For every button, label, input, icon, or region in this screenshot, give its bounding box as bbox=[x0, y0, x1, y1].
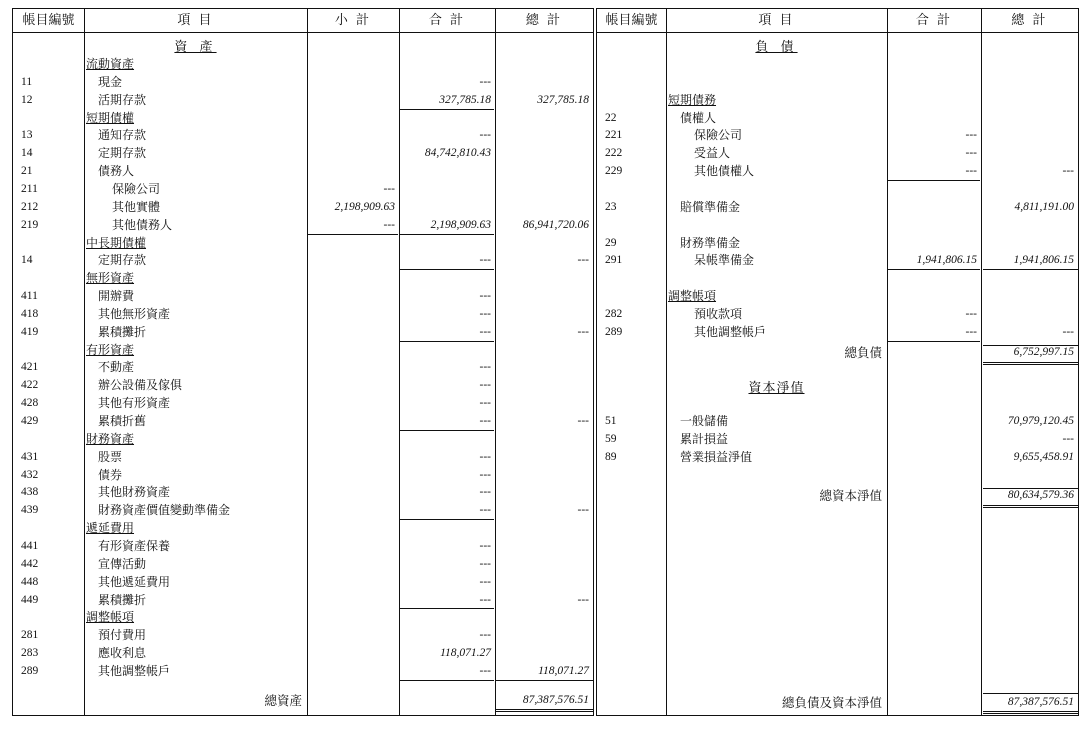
grand-total-value: 327,785.18 bbox=[537, 93, 589, 106]
account-code: 422 bbox=[21, 379, 39, 392]
rule bbox=[400, 680, 494, 681]
header-item: 項 目 bbox=[758, 13, 795, 28]
account-name: 預收款項 bbox=[694, 306, 743, 321]
rule bbox=[983, 488, 1078, 489]
header-total: 合 計 bbox=[428, 13, 466, 28]
rule bbox=[983, 693, 1078, 694]
account-name: 其他實體 bbox=[112, 199, 161, 214]
account-code: 291 bbox=[605, 254, 623, 267]
grand-total-value: --- bbox=[577, 504, 589, 517]
column-divider bbox=[887, 9, 888, 715]
category-label: 調整帳項 bbox=[668, 289, 717, 304]
total-value: --- bbox=[479, 129, 491, 142]
category-label: 有形資產 bbox=[86, 342, 135, 357]
account-code: 12 bbox=[21, 93, 33, 106]
rule bbox=[400, 234, 494, 235]
assets-section-title: 資 產 bbox=[174, 40, 217, 55]
account-code: 419 bbox=[21, 325, 39, 338]
account-name: 不動產 bbox=[98, 360, 135, 375]
account-code: 221 bbox=[605, 129, 623, 142]
account-code: 29 bbox=[605, 236, 617, 249]
category-label: 短期債務 bbox=[668, 92, 717, 107]
rule bbox=[888, 341, 980, 342]
grand-total-value: 9,655,458.91 bbox=[1013, 450, 1074, 463]
header-divider bbox=[13, 32, 593, 33]
account-name: 其他遞延費用 bbox=[98, 574, 171, 589]
account-name: 現金 bbox=[98, 74, 123, 89]
total-value: --- bbox=[479, 450, 491, 463]
account-name: 其他債權人 bbox=[694, 164, 755, 179]
total-value: --- bbox=[479, 486, 491, 499]
account-code: 429 bbox=[21, 415, 39, 427]
account-code: 283 bbox=[21, 647, 39, 660]
double-underline bbox=[496, 709, 593, 712]
rule bbox=[400, 430, 494, 431]
rule bbox=[496, 680, 593, 681]
total-value: --- bbox=[479, 629, 491, 642]
account-name: 定期存款 bbox=[98, 146, 147, 161]
total-value: --- bbox=[965, 129, 977, 142]
grand-total-value: --- bbox=[1062, 165, 1074, 178]
header-item: 項 目 bbox=[177, 13, 214, 28]
total-liabilities-label: 總負債 bbox=[844, 345, 882, 360]
account-code: 431 bbox=[21, 450, 39, 463]
total-value: --- bbox=[479, 575, 491, 588]
rule bbox=[983, 345, 1078, 346]
column-divider bbox=[84, 9, 85, 715]
account-code: 89 bbox=[605, 450, 617, 463]
account-name: 保險公司 bbox=[694, 128, 743, 143]
rule bbox=[400, 608, 494, 609]
account-name: 財務資產價值變動準備金 bbox=[98, 503, 231, 518]
account-code: 289 bbox=[605, 325, 623, 338]
account-name: 債權人 bbox=[680, 110, 717, 125]
account-name: 債券 bbox=[98, 467, 123, 482]
total-equity-label: 總資本淨值 bbox=[819, 488, 882, 503]
subtotal-value: --- bbox=[383, 182, 395, 195]
account-code: 448 bbox=[21, 575, 39, 588]
account-code: 14 bbox=[21, 254, 33, 267]
category-label: 無形資產 bbox=[86, 271, 135, 286]
total-value: --- bbox=[479, 361, 491, 374]
account-code: 22 bbox=[605, 111, 617, 124]
account-code: 222 bbox=[605, 147, 623, 160]
account-code: 442 bbox=[21, 557, 39, 570]
account-code: 449 bbox=[21, 593, 39, 606]
account-code: 438 bbox=[21, 486, 39, 499]
total-value: --- bbox=[479, 254, 491, 267]
account-code: 13 bbox=[21, 129, 33, 142]
total-value: --- bbox=[479, 290, 491, 303]
account-code: 441 bbox=[21, 539, 39, 552]
total-value: --- bbox=[479, 468, 491, 481]
account-name: 賠償準備金 bbox=[680, 199, 741, 214]
total-value: --- bbox=[479, 325, 491, 338]
assets-panel bbox=[12, 8, 594, 716]
grand-total-value: --- bbox=[1062, 325, 1074, 338]
account-code: 21 bbox=[21, 165, 33, 178]
equity-section-title: 資本淨值 bbox=[748, 381, 805, 396]
account-code: 418 bbox=[21, 307, 39, 320]
column-divider bbox=[307, 9, 308, 715]
header-grand-total: 總 計 bbox=[1011, 13, 1048, 28]
rule bbox=[888, 180, 980, 181]
rule bbox=[400, 109, 494, 110]
account-code: 211 bbox=[21, 182, 38, 195]
account-name: 宣傳活動 bbox=[98, 556, 147, 571]
total-value: --- bbox=[965, 307, 977, 320]
account-name: 財務準備金 bbox=[680, 235, 741, 250]
total-value: 118,071.27 bbox=[440, 647, 491, 660]
total-value: --- bbox=[965, 147, 977, 160]
account-code: 11 bbox=[21, 75, 33, 88]
total-value: 2,198,909.63 bbox=[430, 218, 491, 231]
account-name: 通知存款 bbox=[98, 128, 147, 143]
header-grand-total: 總 計 bbox=[525, 13, 563, 28]
header-code: 帳目編號 bbox=[22, 13, 75, 28]
account-name: 其他無形資產 bbox=[98, 306, 171, 321]
total-value: --- bbox=[965, 325, 977, 338]
category-label: 短期債權 bbox=[86, 110, 135, 125]
total-value: --- bbox=[479, 557, 491, 570]
total-value: --- bbox=[479, 593, 491, 606]
rule bbox=[308, 234, 398, 235]
grand-total-value: 4,811,191.00 bbox=[1014, 200, 1074, 213]
account-code: 421 bbox=[21, 361, 39, 374]
total-value: --- bbox=[479, 379, 491, 392]
account-name: 開辦費 bbox=[98, 289, 135, 304]
account-name: 其他調整帳戶 bbox=[694, 324, 767, 339]
account-name: 應收利息 bbox=[98, 646, 147, 661]
rule bbox=[400, 519, 494, 520]
grand-total-value: 118,071.27 bbox=[538, 664, 589, 677]
double-underline bbox=[983, 505, 1078, 508]
account-name: 累積攤折 bbox=[98, 324, 147, 339]
account-code: 432 bbox=[21, 468, 39, 481]
total-equity-value: 80,634,579.36 bbox=[1007, 489, 1074, 501]
account-name: 股票 bbox=[98, 449, 123, 464]
account-name: 保險公司 bbox=[112, 181, 161, 196]
account-name: 累計損益 bbox=[680, 431, 729, 446]
total-value: 327,785.18 bbox=[439, 93, 491, 106]
total-value: --- bbox=[479, 504, 491, 517]
account-name: 累積折舊 bbox=[98, 414, 147, 428]
category-label: 調整帳項 bbox=[86, 610, 135, 625]
grand-total-value: 86,941,720.06 bbox=[522, 218, 589, 231]
header-divider bbox=[597, 32, 1078, 33]
account-name: 預付費用 bbox=[98, 628, 147, 643]
liabilities-section-title: 負 債 bbox=[755, 40, 798, 55]
rule bbox=[400, 341, 494, 342]
account-name: 受益人 bbox=[694, 146, 731, 161]
account-code: 428 bbox=[21, 397, 39, 410]
rule bbox=[888, 269, 980, 270]
total-value: --- bbox=[479, 539, 491, 552]
rule bbox=[400, 269, 494, 270]
double-underline bbox=[983, 362, 1078, 365]
column-divider bbox=[981, 9, 982, 715]
account-name: 活期存款 bbox=[98, 92, 147, 107]
subtotal-value: --- bbox=[383, 218, 395, 231]
header-subtotal: 小 計 bbox=[334, 13, 372, 28]
grand-total-label: 總負債及資本淨值 bbox=[781, 695, 882, 710]
account-code: 289 bbox=[21, 664, 39, 677]
account-name: 營業損益淨值 bbox=[680, 449, 753, 464]
account-code: 282 bbox=[605, 307, 623, 320]
total-value: --- bbox=[965, 165, 977, 178]
liabilities-panel bbox=[596, 8, 1079, 716]
category-label: 中長期債權 bbox=[86, 235, 147, 250]
grand-total-value: --- bbox=[577, 415, 589, 427]
total-assets-label: 總資產 bbox=[264, 693, 302, 708]
total-value: 84,742,810.43 bbox=[424, 147, 491, 160]
category-label: 遞延費用 bbox=[86, 521, 135, 536]
subtotal-value: 2,198,909.63 bbox=[334, 200, 395, 213]
total-value: --- bbox=[479, 75, 491, 88]
double-underline bbox=[983, 711, 1078, 714]
account-name: 累積攤折 bbox=[98, 592, 147, 607]
account-code: 23 bbox=[605, 200, 617, 213]
account-name: 其他債務人 bbox=[112, 217, 173, 232]
account-name: 定期存款 bbox=[98, 253, 147, 268]
category-label: 財務資產 bbox=[86, 431, 135, 446]
rule bbox=[983, 269, 1078, 270]
account-name: 債務人 bbox=[98, 164, 135, 179]
grand-total-value: --- bbox=[577, 254, 589, 267]
total-value: --- bbox=[479, 664, 491, 677]
total-value: --- bbox=[479, 307, 491, 320]
header-code: 帳目編號 bbox=[605, 13, 658, 28]
account-code: 59 bbox=[605, 432, 617, 445]
account-name: 其他有形資產 bbox=[98, 396, 171, 411]
grand-total-value: --- bbox=[577, 593, 589, 606]
account-code: 51 bbox=[605, 415, 617, 427]
grand-total-value: --- bbox=[1062, 432, 1074, 445]
account-code: 14 bbox=[21, 147, 33, 160]
total-liabilities-value: 6,752,997.15 bbox=[1013, 346, 1074, 358]
account-code: 212 bbox=[21, 200, 39, 213]
account-name: 辦公設備及傢俱 bbox=[98, 378, 183, 393]
account-code: 411 bbox=[21, 290, 38, 303]
grand-total-value: 70,979,120.45 bbox=[1007, 415, 1074, 427]
account-code: 219 bbox=[21, 218, 39, 231]
account-code: 281 bbox=[21, 629, 39, 642]
header-total: 合 計 bbox=[915, 13, 953, 28]
account-name: 呆帳準備金 bbox=[694, 253, 755, 268]
total-assets-value: 87,387,576.51 bbox=[522, 694, 589, 706]
total-value: --- bbox=[479, 415, 491, 427]
account-name: 其他調整帳戶 bbox=[98, 663, 171, 678]
total-value: --- bbox=[479, 397, 491, 410]
grand-total-value: 87,387,576.51 bbox=[1007, 696, 1074, 708]
column-divider bbox=[495, 9, 496, 715]
account-name: 有形資產保養 bbox=[98, 538, 171, 553]
account-code: 439 bbox=[21, 504, 39, 517]
category-label: 流動資產 bbox=[86, 57, 135, 71]
total-value: 1,941,806.15 bbox=[916, 254, 977, 267]
account-code: 229 bbox=[605, 165, 623, 178]
column-divider bbox=[666, 9, 667, 715]
account-name: 一般儲備 bbox=[680, 414, 729, 428]
grand-total-value: 1,941,806.15 bbox=[1013, 254, 1074, 267]
account-name: 其他財務資產 bbox=[98, 485, 171, 500]
grand-total-value: --- bbox=[577, 325, 589, 338]
